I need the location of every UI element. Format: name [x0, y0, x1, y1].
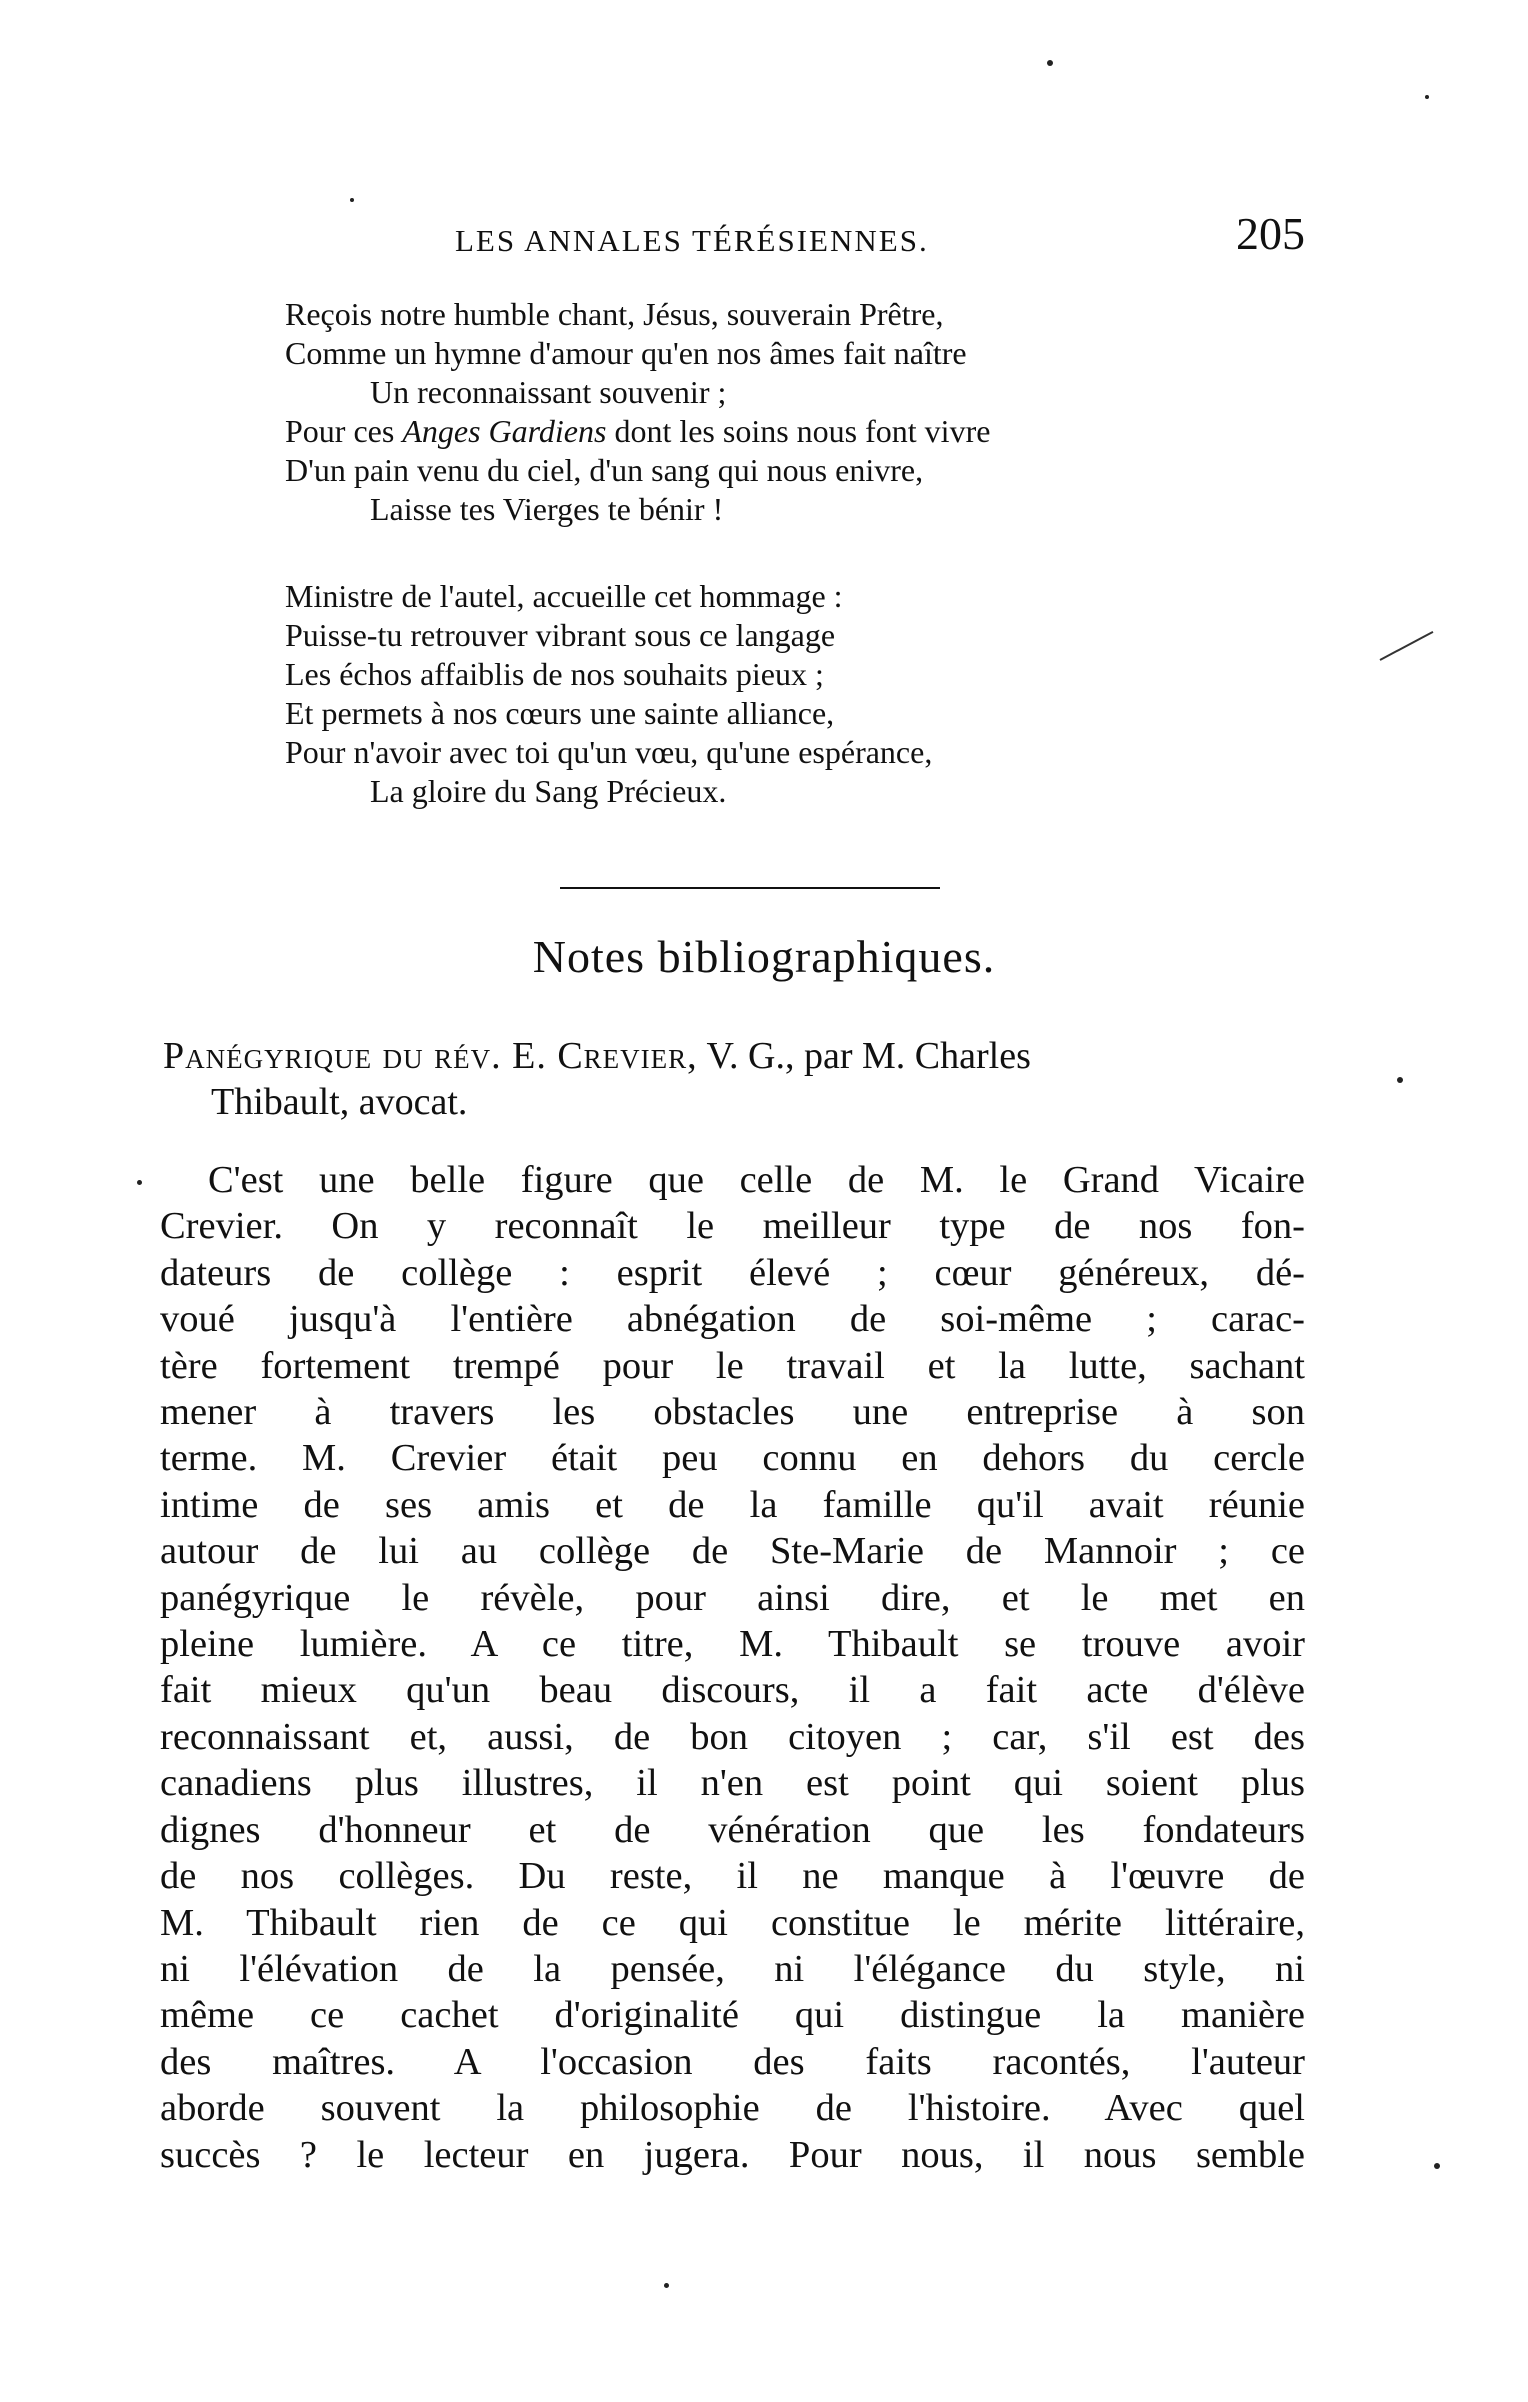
verse: Comme un hymne d'amour qu'en nos âmes fait naître: [285, 335, 967, 371]
review-author-line2: Thibault, avocat.: [211, 1081, 468, 1123]
verse: Les échos affaiblis de nos souhaits pieux ;: [285, 656, 824, 692]
text-line: des maîtres. A l'occasion des faits racontés, l'auteur: [160, 2040, 1305, 2083]
verse: [285, 412, 1285, 451]
text-line: mener à travers les obstacles une entreprise à son: [160, 1391, 1305, 1434]
review-work-title: Panégyrique du rév. E. Crevier,: [163, 1035, 698, 1077]
text-line: M. Thibault rien de ce qui constitue le mérite littéraire,: [160, 1901, 1305, 1944]
section-title: Notes bibliographiques.: [532, 931, 996, 982]
text-line: fait mieux qu'un beau discours, il a fait acte d'élève: [160, 1669, 1305, 1712]
scan-speck: [1434, 2163, 1440, 2169]
verse: Reçois notre humble chant, Jésus, souverain Prêtre,: [285, 296, 944, 332]
text-line: ni l'élévation de la pensée, ni l'élégance du style, ni: [160, 1947, 1305, 1990]
text-line: succès ? le lecteur en jugera. Pour nous, il nous semble: [160, 2133, 1305, 2176]
text-line: panégyrique le révèle, pour ainsi dire, et le met en: [160, 1576, 1305, 1619]
scan-speck: [1425, 95, 1429, 99]
poem-stanza-1: [285, 295, 1285, 529]
scan-speck: [1047, 60, 1053, 66]
running-title: LES ANNALES TÉRÉSIENNES.: [455, 223, 929, 258]
verse: La gloire du Sang Précieux.: [370, 773, 727, 809]
text-line: tère fortement trempé pour le travail et la lutte, sachant: [160, 1344, 1305, 1387]
text-line: dateurs de collège : esprit élevé ; cœur généreux, dé-: [160, 1251, 1305, 1294]
text-line: reconnaissant et, aussi, de bon citoyen ; car, s'il est des: [160, 1715, 1305, 1758]
verse: Ministre de l'autel, accueille cet hommage :: [285, 578, 843, 614]
verse: Puisse-tu retrouver vibrant sous ce langage: [285, 617, 836, 653]
text-line: dignes d'honneur et de vénération que les fondateurs: [160, 1808, 1305, 1851]
poem-stanza-2: [285, 577, 1285, 811]
review-heading: [163, 1033, 1313, 1125]
verse: Pour n'avoir avec toi qu'un vœu, qu'une espérance,: [285, 734, 933, 770]
review-paragraph: [160, 1157, 1305, 2178]
scan-mark: [1380, 631, 1434, 661]
scan-speck: [1397, 1077, 1403, 1083]
text-line: pleine lumière. A ce titre, M. Thibault se trouve avoir: [160, 1623, 1305, 1666]
text-line: Crevier. On y reconnaît le meilleur type de nos fon-: [160, 1205, 1305, 1248]
verse: Et permets à nos cœurs une sainte alliance,: [285, 695, 835, 731]
text-line: voué jusqu'à l'entière abnégation de soi-même ; carac-: [160, 1298, 1305, 1341]
verse: Laisse tes Vierges te bénir !: [370, 491, 724, 527]
text-line: terme. M. Crevier était peu connu en dehors du cercle: [160, 1437, 1305, 1480]
page-header: [455, 205, 1305, 265]
text-line: de nos collèges. Du reste, il ne manque à l'œuvre de: [160, 1855, 1305, 1898]
text-line: aborde souvent la philosophie de l'histoire. Avec quel: [160, 2087, 1305, 2130]
text-line: même ce cachet d'originalité qui distingue la manière: [160, 1994, 1305, 2037]
text-line: intime de ses amis et de la famille qu'il avait réunie: [160, 1483, 1305, 1526]
scan-speck: [137, 1180, 142, 1185]
verse: Un reconnaissant souvenir ;: [370, 374, 727, 410]
scan-speck: [664, 2283, 669, 2288]
section-divider: [560, 887, 940, 889]
text-line: canadiens plus illustres, il n'en est point qui soient plus: [160, 1762, 1305, 1805]
review-author: V. G., par M. Charles: [706, 1035, 1031, 1077]
verse-part: dont les soins nous font vivre: [614, 413, 991, 449]
verse-part: Pour ces: [285, 413, 395, 449]
poem: [285, 295, 1285, 859]
scan-speck: [350, 198, 354, 202]
italic-phrase: Anges Gardiens: [402, 413, 607, 449]
text-line: C'est une belle figure que celle de M. le Grand Vicaire: [208, 1159, 1305, 1201]
text-line: autour de lui au collège de Ste-Marie de Mannoir ; ce: [160, 1530, 1305, 1573]
verse: D'un pain venu du ciel, d'un sang qui nous enivre,: [285, 452, 924, 488]
page-number: 205: [1236, 208, 1305, 259]
